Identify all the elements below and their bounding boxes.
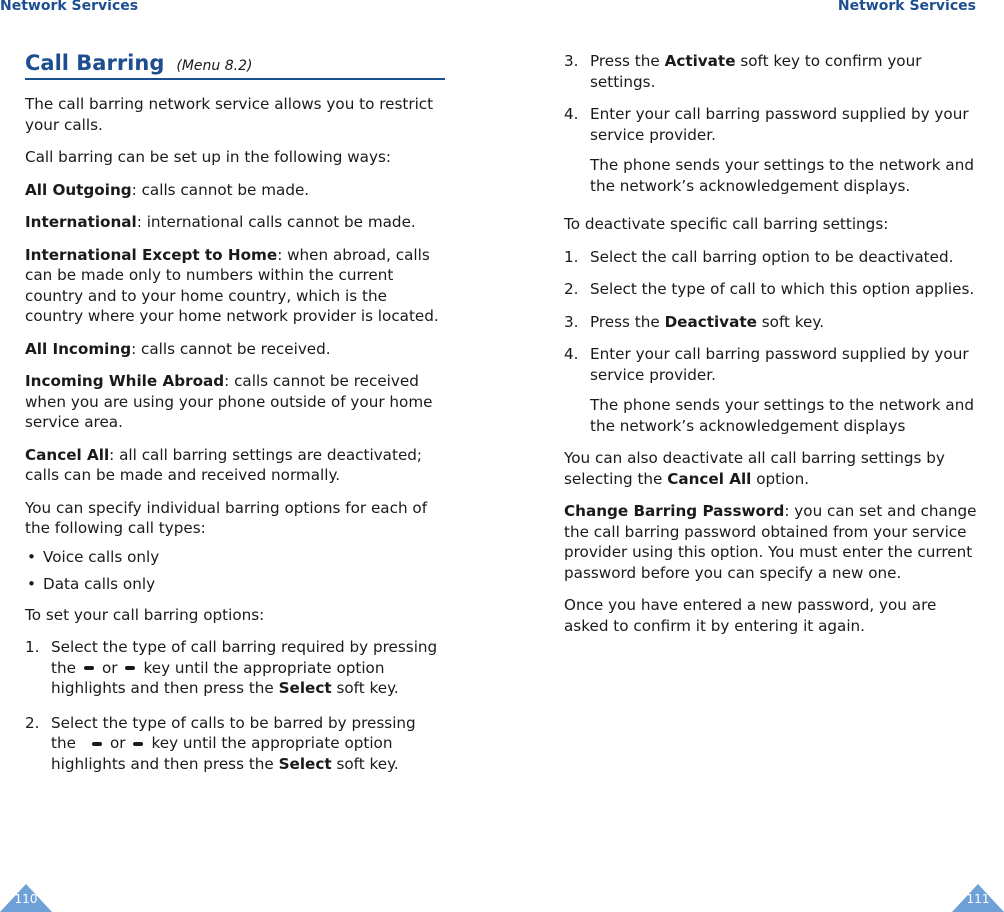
- option-term: International Except to Home: [25, 245, 278, 264]
- running-head-right: Network Services: [837, 0, 976, 14]
- step-bold: Deactivate: [664, 312, 757, 331]
- cancel-all-paragraph: [564, 448, 984, 489]
- up-key-icon: [84, 666, 94, 670]
- intro-paragraph: The call barring network service allows you to restrict your calls.: [25, 95, 434, 134]
- step-item: [564, 51, 984, 92]
- option-term: International: [25, 213, 137, 231]
- option-term: Cancel All: [25, 445, 110, 464]
- option-desc: : calls cannot be received when you are using your phone outside of your home service area.: [25, 372, 433, 431]
- list-item: • Voice calls only: [25, 547, 445, 568]
- page-number-tab: [952, 884, 1004, 912]
- paragraph-bold: Cancel All: [667, 469, 752, 488]
- option-item: [25, 371, 445, 433]
- step-text: soft key to confirm your settings.: [590, 52, 922, 91]
- step-item: [564, 344, 984, 436]
- set-steps-list: [25, 637, 445, 774]
- step-text: soft key.: [336, 754, 399, 773]
- setup-paragraph: Call barring can be set up in the following ways:: [25, 148, 391, 166]
- set-intro: To set your call barring options:: [25, 605, 265, 624]
- right-page: [502, 0, 1004, 912]
- step-item: [564, 247, 984, 268]
- option-item: [25, 339, 445, 360]
- option-term: Change Barring Password: [564, 502, 785, 520]
- option-term: All Outgoing: [25, 180, 132, 199]
- step-text: key until the appropriate option highlights and then press the: [51, 734, 393, 773]
- deactivate-intro: To deactivate specific call barring settings:: [564, 215, 889, 233]
- step-text: or: [109, 734, 126, 752]
- option-item: [25, 245, 445, 327]
- option-item: [25, 212, 445, 233]
- paragraph-text: You can also deactivate all call barring settings by selecting the: [564, 449, 945, 488]
- step-bold: Select: [278, 754, 332, 773]
- option-desc: : calls cannot be received.: [131, 339, 331, 358]
- step-item: [564, 104, 984, 196]
- deactivate-steps-list: [564, 247, 984, 437]
- step-bold: Select: [278, 679, 332, 697]
- step-text: Select the type of calls to be barred by pressing the: [51, 713, 416, 752]
- option-list: [25, 180, 445, 486]
- step-item: [564, 312, 984, 333]
- step-text: Select the type of call to which this option applies.: [590, 280, 975, 298]
- menu-reference: (Menu 8.2): [176, 58, 253, 74]
- step-text: Select the call barring option to be deactivated.: [590, 247, 954, 266]
- step-note: The phone sends your settings to the network and the network’s acknowledgement displays: [590, 396, 974, 435]
- step-number: 4.: [564, 105, 579, 123]
- confirm-paragraph: Once you have entered a new password, you are asked to confirm it by entering it again.: [564, 596, 937, 635]
- list-item: • Data calls only: [25, 574, 445, 595]
- change-password-paragraph: [564, 501, 984, 583]
- option-item: [25, 180, 445, 201]
- step-text: Press the: [590, 312, 665, 331]
- step-bold: Activate: [664, 52, 736, 70]
- step-number: 4.: [564, 345, 579, 363]
- call-types-intro: You can specify individual barring options for each of the following call types:: [25, 498, 428, 537]
- option-desc: : you can set and change the call barring password obtained from your service provider using this option. You must enter the current password before you can specify a new one.: [564, 502, 977, 582]
- down-key-icon: [133, 742, 143, 746]
- step-text: soft key.: [336, 679, 399, 697]
- step-number: 1.: [25, 638, 40, 656]
- left-column: [25, 51, 445, 786]
- option-item: [25, 445, 445, 486]
- option-term: Incoming While Abroad: [25, 372, 225, 390]
- step-item: [25, 637, 445, 699]
- step-text: soft key.: [756, 312, 825, 331]
- step-number: 1.: [564, 247, 579, 266]
- option-desc: : all call barring settings are deactivated; calls can be made and received normally.: [25, 445, 423, 484]
- paragraph-text: option.: [751, 469, 810, 488]
- step-number: 2.: [564, 280, 579, 298]
- option-desc: : international calls cannot be made.: [136, 213, 416, 231]
- page-number: 110: [14, 892, 38, 906]
- step-text: Press the: [590, 52, 665, 70]
- step-number: 2.: [25, 713, 40, 732]
- step-number: 3.: [564, 312, 579, 331]
- step-item: [25, 713, 445, 775]
- section-title: Call Barring: [25, 51, 165, 75]
- page-number-tab: [0, 884, 52, 912]
- set-steps-continued: [564, 51, 984, 196]
- running-head-left: Network Services: [0, 0, 139, 14]
- call-types-list: [25, 547, 445, 595]
- up-key-icon: [92, 742, 102, 746]
- step-text: or: [101, 658, 118, 677]
- step-item: [564, 279, 984, 300]
- page-number: 111: [966, 892, 990, 906]
- step-text: key until the appropriate option highlights and then press the: [51, 658, 385, 697]
- option-term: All Incoming: [25, 339, 132, 358]
- step-text: Select the type of call barring required by pressing the: [51, 638, 438, 677]
- option-desc: : when abroad, calls can be made only to numbers within the current country and to your home country, which is the country where your home network provider is located.: [25, 245, 439, 325]
- option-desc: : calls cannot be made.: [131, 180, 310, 199]
- right-column: [564, 51, 984, 648]
- step-text: Enter your call barring password supplied by your service provider.: [590, 345, 969, 384]
- step-note: The phone sends your settings to the network and the network’s acknowledgement displays.: [590, 156, 974, 195]
- step-number: 3.: [564, 52, 579, 70]
- section-heading: [25, 51, 445, 80]
- down-key-icon: [125, 666, 135, 670]
- step-text: Enter your call barring password supplied by your service provider.: [590, 105, 969, 144]
